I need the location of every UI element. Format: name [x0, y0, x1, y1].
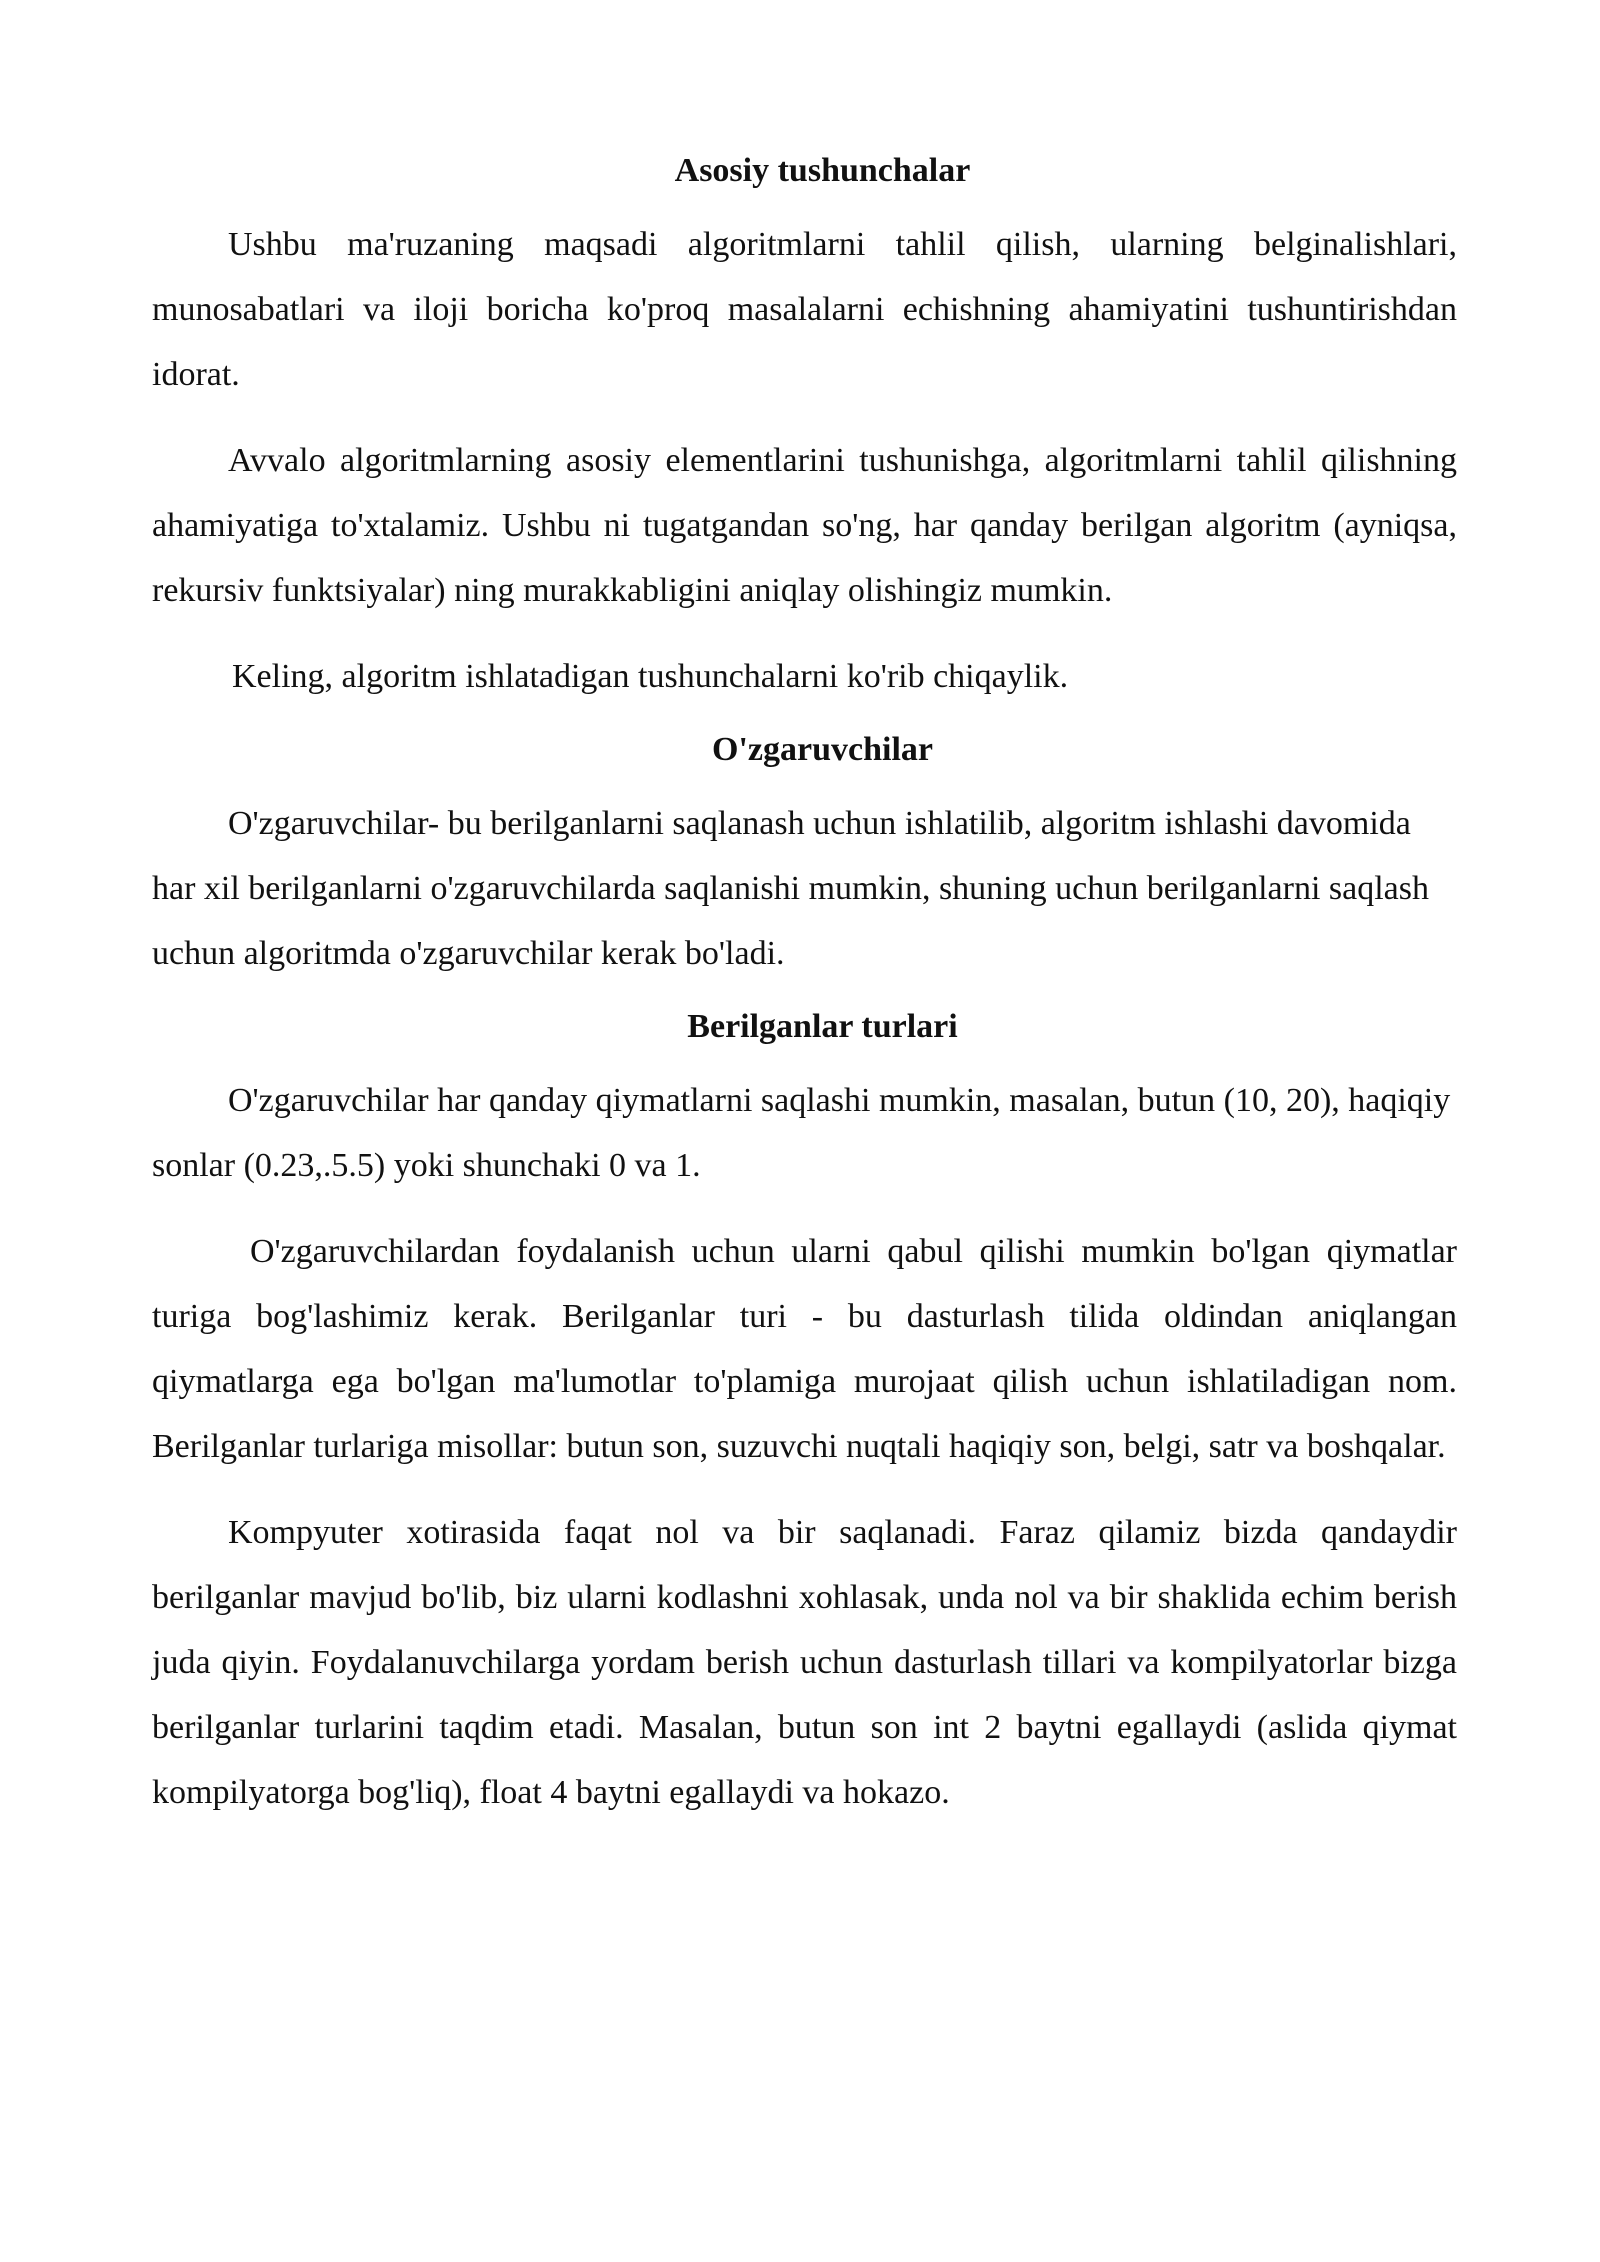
paragraph-types-values: O'zgaruvchilar har qanday qiymatlarni saqlashi mumkin, masalan, butun (10, 20), haqiqiy sonlar (0.23,.5.5) yoki shunchaki 0 va 1. [152, 1082, 1451, 1184]
paragraph-intro-elements: Avvalo algoritmlarning asosiy elementlarini tushunishga, algoritmlarni tahlil qilishning ahamiyatiga to'xtalamiz. Ushbu ni tugatgandan so'ng, har qanday berilgan algoritm (ayniqsa, rekursiv funktsiyalar) ning murakkabligini aniqlay olishingiz mumkin. [152, 442, 1457, 609]
paragraph-intro-purpose: Ushbu ma'ruzaning maqsadi algoritmlarni tahlil qilish, ularning belginalishlari, munosabatlari va iloji boricha ko'proq masalalarni echishning ahamiyatini tushuntirishdan idorat. [152, 226, 1457, 393]
document-page [152, 146, 1457, 1825]
paragraph-intro-keling: Keling, algoritm ishlatadigan tushunchalarni ko'rib chiqaylik. [232, 658, 1069, 695]
paragraph-types-definition: O'zgaruvchilardan foydalanish uchun ularni qabul qilishi mumkin bo'lgan qiymatlar turiga bog'lashimiz kerak. Berilganlar turi - bu dasturlash tilida oldindan aniqlangan qiymatlarga ega bo'lgan ma'lumotlar to'plamiga murojaat qilish uchun ishlatiladigan nom. Berilganlar turlariga misollar: butun son, suzuvchi nuqtali haqiqiy son, belgi, satr va boshqalar. [152, 1233, 1457, 1465]
paragraph-ozgaruvchilar-definition: O'zgaruvchilar- bu berilganlarni saqlanash uchun ishlatilib, algoritm ishlashi davomida har xil berilganlarni o'zgaruvchilarda saqlanishi mumkin, shuning uchun berilganlarni saqlash uchun algoritmda o'zgaruvchilar kerak bo'ladi. [152, 805, 1430, 972]
heading-ozgaruvchilar: O'zgaruvchilar [712, 731, 933, 768]
heading-asosiy-tushunchalar: Asosiy tushunchalar [674, 152, 971, 189]
paragraph-types-memory: Kompyuter xotirasida faqat nol va bir saqlanadi. Faraz qilamiz bizda qandaydir berilganlar mavjud bo'lib, biz ularni kodlashni xohlasak, unda nol va bir shaklida echim berish juda qiyin. Foydalanuvchilarga yordam berish uchun dasturlash tillari va kompilyatorlar bizga berilganlar turlarini taqdim etadi. Masalan, butun son int 2 baytni egallaydi (aslida qiymat kompilyatorga bog'liq), float 4 baytni egallaydi va hokazo. [152, 1514, 1457, 1811]
heading-berilganlar-turlari: Berilganlar turlari [687, 1008, 958, 1045]
